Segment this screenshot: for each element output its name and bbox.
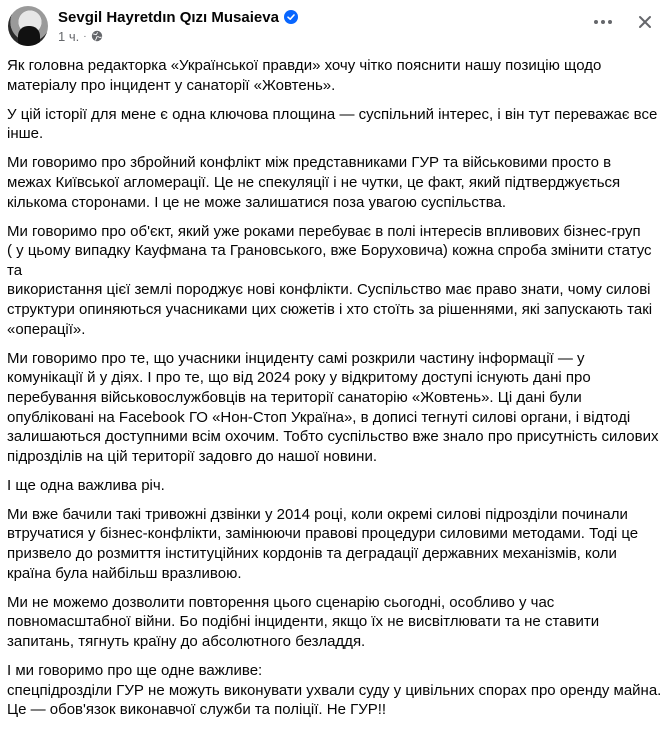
post-paragraph: Ми говоримо про збройний конфлікт між представниками ГУР та військовими просто в межах Київської агломерації. Це не спекуляції і не чутки, це факт, який підтверджується кількома сторонами. І це не може залишатися поза увагою суспільства. — [7, 154, 621, 211]
post-paragraph: І ми говоримо про ще одне важливе: спецпідрозділи ГУР не можуть виконувати ухвали суду у цивільних спорах про оренду майна. Це — обов'язок виконавчої служби та поліції. Не ГУР!! — [7, 662, 662, 719]
post-paragraph: У цій історії для мене є одна ключова площина — суспільний інтерес, і він тут переважає все інше. — [7, 105, 658, 143]
globe-icon[interactable] — [91, 30, 103, 42]
post-body — [7, 56, 667, 729]
post-paragraph: Як головна редакторка «Української правди» хочу чітко пояснити нашу позицію щодо матеріалу про інцидент у санаторії «Жовтень». — [7, 57, 602, 94]
post-time[interactable]: 1 ч. — [58, 28, 80, 44]
more-options-icon[interactable] — [589, 8, 617, 36]
post-paragraph: Ми не можемо дозволити повторення цього сценарію сьогодні, особливо у час повномасштабної війни. Бо подібні інциденти, якщо їх не висвітлювати та не ставити запитань, тягнуть країну до абсолютного безладдя. — [7, 593, 600, 650]
avatar[interactable] — [8, 6, 48, 46]
post-paragraph: Ми говоримо про об'єкт, який уже роками перебуває в полі інтересів впливових бізнес-груп ( у цьому випадку Кауфмана та Грановського, вже Боруховича) кожна спроба змінити статус та використання цієї землі породжує нові конфлікти. Суспільство має право знати, чому силові структури опиняються учасниками цих сюжетів і хто стоїть за рішеннями, які запускають такі «операції». — [7, 222, 653, 338]
post-header — [8, 2, 298, 50]
author-name[interactable]: Sevgil Hayretdın Qızı Musaieva — [58, 8, 279, 26]
author-row — [58, 9, 298, 26]
separator-dot: · — [83, 30, 87, 42]
post-meta — [58, 9, 298, 44]
close-icon[interactable] — [631, 8, 659, 36]
post-paragraph: І ще одна важлива річ. — [7, 476, 165, 494]
post-paragraph: Ми вже бачили такі тривожні дзвінки у 2014 році, коли окремі силові підрозділи починали втручатися у бізнес-конфлікти, замінюючи правові процедури силовими методами. Тоді це призвело до розмиття інституційних кордонів та деградації державних механізмів, коли країна була найбільш вразливою. — [7, 505, 639, 582]
verified-badge-icon — [284, 10, 298, 24]
post-subline — [58, 29, 298, 44]
post-paragraph: Ми говоримо про те, що учасники інциденту самі розкрили частину інформації — у комунікації й у діях. І про те, що від 2024 року у відкритому доступі існують дані про перебування військовослужбовців на території санаторію «Жовтень». Ці дані були опубліковані на Facebook ГО «Нон-Стоп Україна», в дописі тегнуті силові органи, і відтоді залишаються доступними всім охочим. Тобто суспільство вже знало про присутність силових підрозділів на цій території задовго до нашої новини. — [7, 349, 659, 465]
